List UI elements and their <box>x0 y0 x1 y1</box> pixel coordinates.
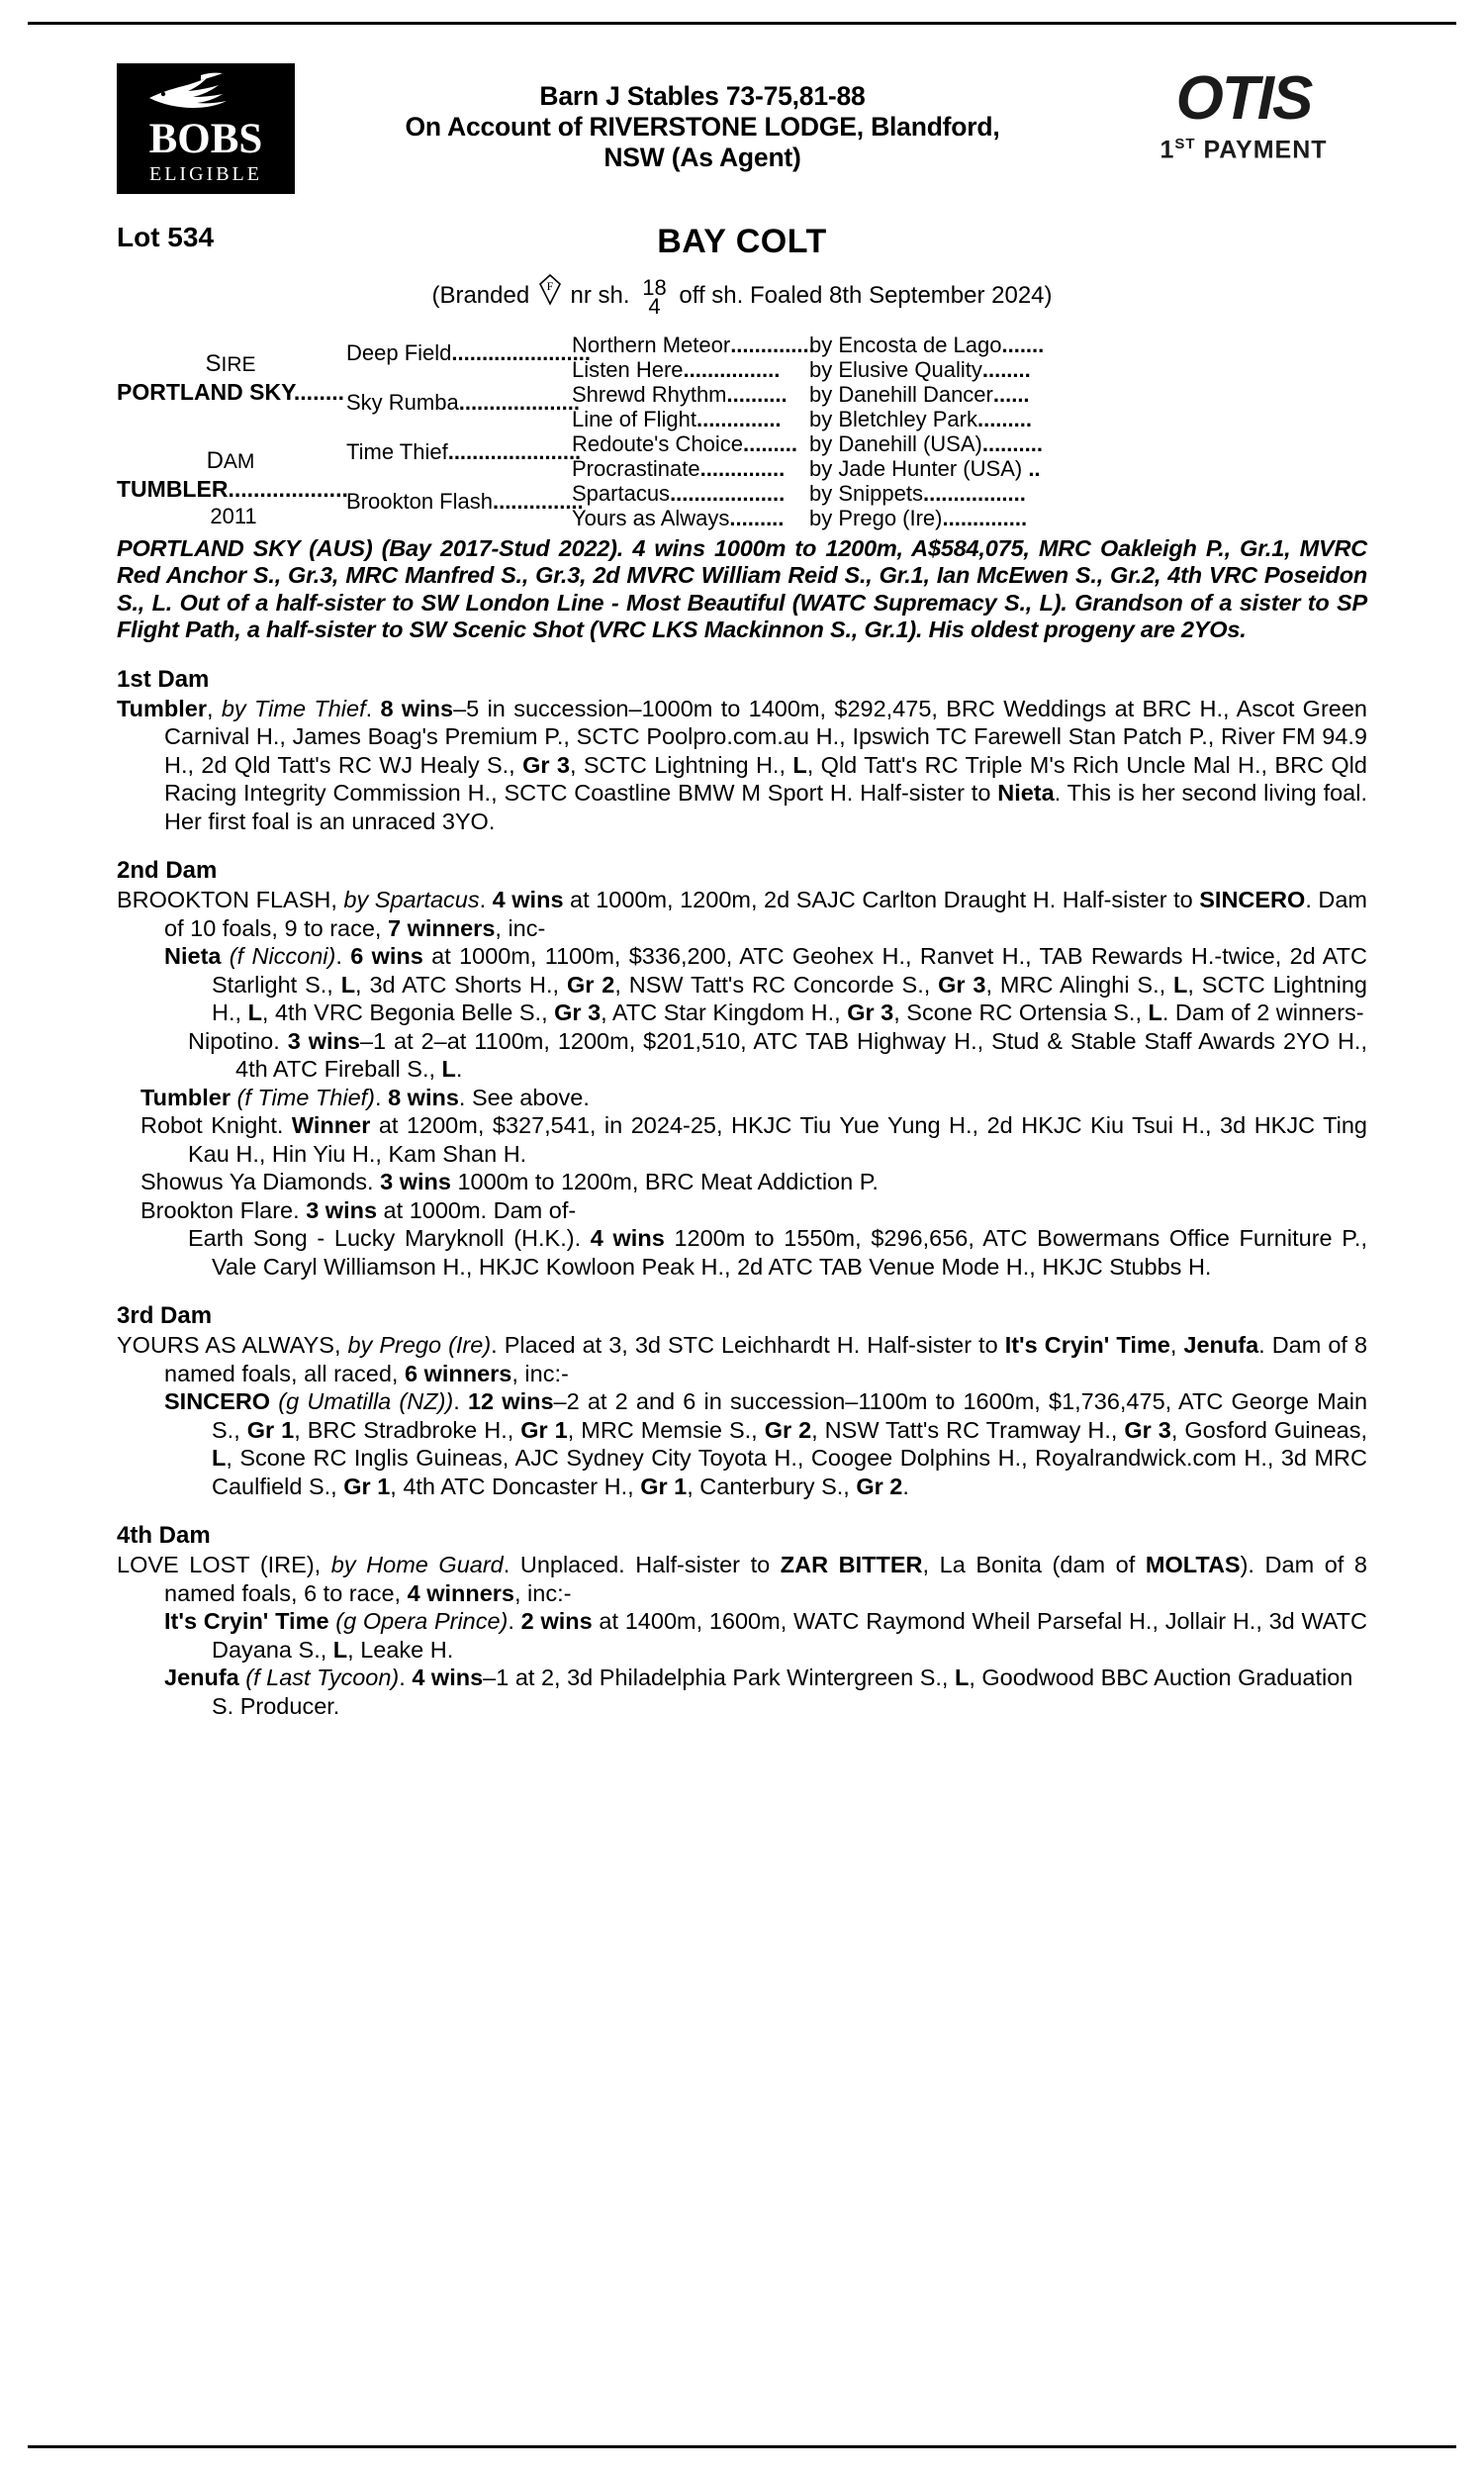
sire-dots: ........ <box>293 378 345 405</box>
grandparent-3: Time Thief...................... <box>346 438 582 464</box>
branding-line <box>117 273 1367 319</box>
dam-heading: 4th Dam <box>117 1522 211 1550</box>
dam-heading: 2nd Dam <box>117 857 218 885</box>
dam-year: 2011 <box>210 503 257 528</box>
fourth-gen-1: by Encosta de Lago....... <box>809 332 1045 357</box>
sire-label: SIRE <box>205 349 256 377</box>
svg-text:F: F <box>546 279 554 293</box>
pedigree-entry: It's Cryin' Time (g Opera Prince). 2 wins at 1400m, 1600m, WATC Raymond Wheil Parsefal H., Jollair H., 3d WATC Dayana S., L, Leake H. <box>164 1608 1368 1663</box>
brand-number-top: 18 <box>642 274 667 300</box>
pedigree-table <box>117 332 1367 530</box>
sire-performance-summary: PORTLAND SKY (AUS) (Bay 2017-Stud 2022). 4 wins 1000m to 1200m, A$584,075, MRC Oakleigh P., Gr.1, MVRC Red Anchor S., Gr.3, MRC Manfred S., Gr.3, 2d MVRC William Reid S., Gr.1, Ian McEwen S., Gr.2, 4th VRC Poseidon S., L. Out of a half-sister to SW London Line - Most Beautiful (WATC Supremacy S., L). Grandson of a sister to SP Flight Path, a half-sister to SW Scenic Shot (VRC LKS Mackinnon S., Gr.1). His oldest progeny are 2YOs. <box>117 534 1367 643</box>
fourth-gen-4: by Bletchley Park......... <box>809 406 1032 431</box>
sire-name-text: PORTLAND SKY <box>117 378 294 405</box>
brand-symbol-icon <box>537 273 563 315</box>
great-grandparent-6: Procrastinate.............. <box>572 455 786 481</box>
dam-dots: ................... <box>228 475 348 502</box>
great-grandparent-2: Listen Here................ <box>572 356 781 382</box>
lot-title-row <box>117 222 1367 267</box>
horse-head-icon <box>117 72 295 118</box>
pedigree-entry: Robot Knight. Winner at 1200m, $327,541, in 2024-25, HKJC Tiu Yue Yung H., 2d HKJC Kiu Tsui H., 3d HKJC Ting Kau H., Hin Yiu H., Kam Shan H. <box>140 1112 1367 1167</box>
grandparent-4: Brookton Flash............... <box>346 488 584 514</box>
sire-name <box>117 378 344 406</box>
great-grandparent-3: Shrewd Rhythm.......... <box>572 381 788 407</box>
pedigree-entry: Showus Ya Diamonds. 3 wins 1000m to 1200m, BRC Meat Addiction P. <box>140 1169 879 1195</box>
great-grandparent-4: Line of Flight.............. <box>572 406 782 431</box>
branded-prefix: (Branded <box>431 282 530 309</box>
branded-suffix: off sh. Foaled 8th September 2024) <box>679 282 1053 309</box>
vendor-block <box>305 81 1100 173</box>
brand-number-bottom: 4 <box>648 293 661 319</box>
pedigree-entry: SINCERO (g Umatilla (NZ)). 12 wins–2 at 2 and 6 in succession–1100m to 1600m, $1,736,475, ATC George Main S., Gr 1, BRC Stradbroke H., Gr 1, MRC Memsie S., Gr 2, NSW Tatt's RC Tramway H., Gr 3, Gosford Guineas, L, Scone RC Inglis Guineas, AJC Sydney City Toyota H., Coogee Dolphins H., Royalrandwick.com H., 3d MRC Caulfield S., Gr 1, 4th ATC Doncaster H., Gr 1, Canterbury S., Gr 2. <box>164 1388 1368 1499</box>
great-grandparent-8: Yours as Always......... <box>572 505 785 530</box>
dam-heading: 3rd Dam <box>117 1302 213 1330</box>
pedigree-entry: Nipotino. 3 wins–1 at 2–at 1100m, 1200m, $201,510, ATC TAB Highway H., Stud & Stable Staff Awards 2YO H., 4th ATC Fireball S., L. <box>188 1027 1367 1083</box>
otis-tagline-num: 1 <box>1159 136 1175 164</box>
pedigree-entry: Tumbler (f Time Thief). 8 wins. See above. <box>140 1084 590 1110</box>
dam-label: DAM <box>206 446 255 474</box>
fourth-gen-5: by Danehill (USA).......... <box>809 430 1043 456</box>
fourth-gen-3: by Danehill Dancer...... <box>809 381 1030 407</box>
bobs-logo-word: BOBS <box>148 116 263 162</box>
dam-name <box>117 475 348 503</box>
dam-heading: 1st Dam <box>117 665 210 693</box>
sire-block <box>117 351 344 406</box>
otis-tagline-word: PAYMENT <box>1203 136 1328 164</box>
vendor-line-1: Barn J Stables 73-75,81-88 <box>539 81 866 111</box>
pedigree-entry: Tumbler, by Time Thief. 8 wins–5 in succession–1000m to 1400m, $292,475, BRC Weddings at BRC H., Ascot Green Carnival H., James Boag's Premium P., SCTC Poolpro.com.au H., Ipswich TC Farewell Stan Patch P., River FM 94.9 H., 2d Qld Tatt's RC WJ Healy S., Gr 3, SCTC Lightning H., L, Qld Tatt's RC Triple M's Rich Uncle Mal H., BRC Qld Racing Integrity Commission H., SCTC Coastline BMW M Sport H. Half-sister to Nieta. This is her second living foal. Her first foal is an unraced 3YO. <box>117 695 1367 834</box>
pedigree-entry: BROOKTON FLASH, by Spartacus. 4 wins at 1000m, 1200m, 2d SAJC Carlton Draught H. Half-sister to SINCERO. Dam of 10 foals, 9 to race, 7 winners, inc- <box>117 887 1367 941</box>
grandparent-1: Deep Field....................... <box>346 339 591 365</box>
pedigree-entry: LOVE LOST (IRE), by Home Guard. Unplaced. Half-sister to ZAR BITTER, La Bonita (dam of MOLTAS). Dam of 8 named foals, 6 to race, 4 winners, inc:- <box>117 1552 1367 1606</box>
page-rule-bottom <box>28 2445 1456 2448</box>
great-grandparent-7: Spartacus................... <box>572 480 786 506</box>
vendor-line-2: On Account of RIVERSTONE LODGE, Blandford, <box>405 112 1000 142</box>
fourth-gen-7: by Snippets................. <box>809 480 1026 506</box>
great-grandparent-5: Redoute's Choice......... <box>572 430 797 456</box>
bobs-logo-sub: ELIGIBLE <box>149 163 262 185</box>
dam-name-text: TUMBLER <box>117 475 229 502</box>
brand-number-fraction <box>642 274 667 319</box>
fourth-gen-6: by Jade Hunter (USA) .. <box>809 455 1041 481</box>
great-grandparent-1: Northern Meteor.............. <box>572 332 815 357</box>
page-title: BAY COLT <box>657 223 827 260</box>
pedigree-entry: Nieta (f Nicconi). 6 wins at 1000m, 1100m, $336,200, ATC Geohex H., Ranvet H., TAB Rewards H.-twice, 2d ATC Starlight S., L, 3d ATC Shorts H., Gr 2, NSW Tatt's RC Concorde S., Gr 3, MRC Alinghi S., L, SCTC Lightning H., L, 4th VRC Begonia Belle S., Gr 3, ATC Star Kingdom H., Gr 3, Scone RC Ortensia S., L. Dam of 2 winners- <box>164 943 1368 1026</box>
vendor-line-3: NSW (As Agent) <box>603 143 801 172</box>
fourth-gen-8: by Prego (Ire).............. <box>809 505 1028 530</box>
bobs-eligible-logo <box>117 63 295 194</box>
otis-tagline <box>1120 131 1367 163</box>
grandparent-2: Sky Rumba.................... <box>346 389 580 415</box>
fourth-gen-2: by Elusive Quality........ <box>809 356 1031 382</box>
dam-block <box>117 446 348 530</box>
pedigree-entry: Earth Song - Lucky Maryknoll (H.K.). 4 wins 1200m to 1550m, $296,656, ATC Bowermans Office Furniture P., Vale Caryl Williamson H., HKJC Kowloon Peak H., 2d ATC TAB Venue Mode H., HKJC Stubbs H. <box>188 1225 1367 1280</box>
otis-wordmark: OTIS <box>1175 64 1312 133</box>
branded-mid: nr sh. <box>570 282 630 309</box>
pedigree-entry: YOURS AS ALWAYS, by Prego (Ire). Placed at 3, 3d STC Leichhardt H. Half-sister to It's Cryin' Time, Jenufa. Dam of 8 named foals, all raced, 6 winners, inc:- <box>117 1332 1368 1386</box>
lot-number: Lot 534 <box>117 222 215 252</box>
dam-sections <box>117 666 1367 1721</box>
pedigree-entry: Brookton Flare. 3 wins at 1000m. Dam of- <box>140 1196 577 1223</box>
otis-1st-payment-logo <box>1120 64 1367 164</box>
pedigree-entry: Jenufa (f Last Tycoon). 4 wins–1 at 2, 3d Philadelphia Park Wintergreen S., L, Goodwood BBC Auction Graduation S. Producer. <box>164 1665 1353 1719</box>
page-header <box>117 57 1367 216</box>
otis-tagline-ord: ST <box>1174 136 1196 152</box>
